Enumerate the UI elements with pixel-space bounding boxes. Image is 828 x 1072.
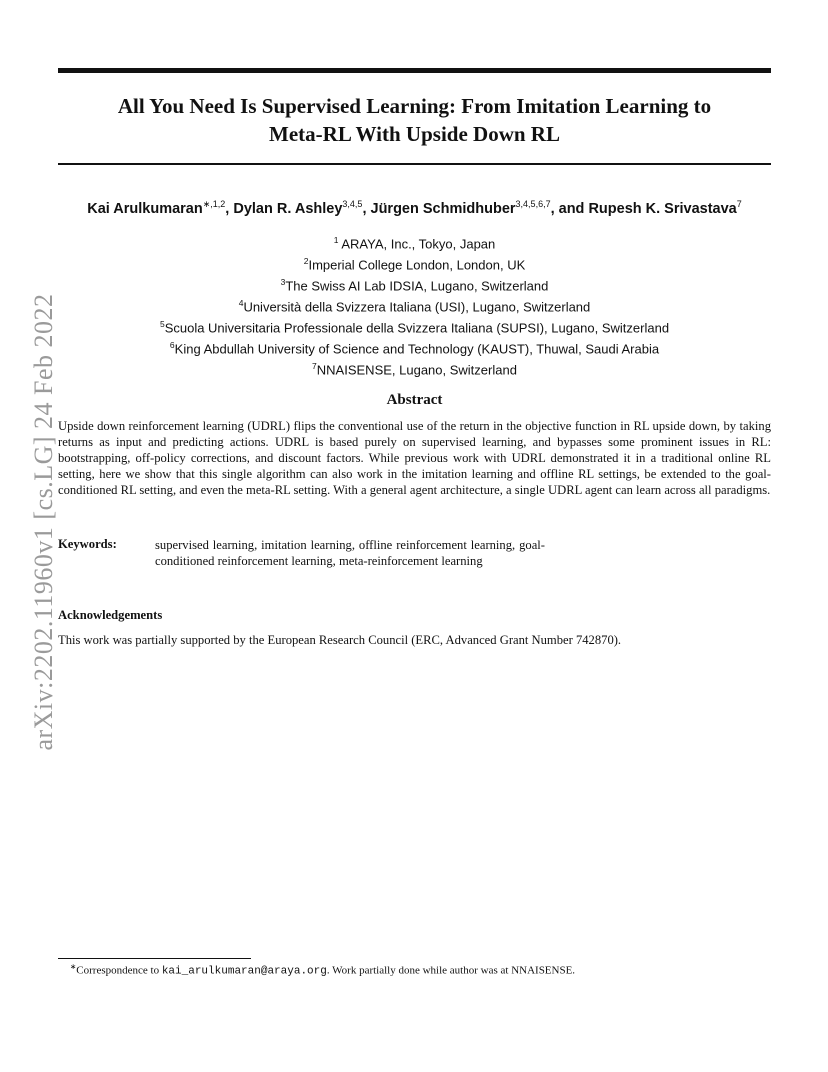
affiliation-text: NNAISENSE, Lugano, Switzerland [316, 361, 517, 377]
author-name: Kai Arulkumaran [87, 200, 203, 217]
author-affil-mark: 3,4,5 [342, 199, 363, 209]
footnote-prefix: Correspondence to [76, 964, 162, 977]
footnote-rule [58, 958, 251, 959]
affiliation-number: 6 [169, 339, 175, 350]
author-affil-mark: 7 [736, 199, 742, 209]
affiliation-number: 5 [159, 318, 165, 329]
affiliation-text: The Swiss AI Lab IDSIA, Lugano, Switzerland [285, 278, 549, 294]
affiliation [58, 295, 771, 316]
keywords-text: supervised learning, imitation learning, offline reinforcement learning, goal-conditioned reinforcement learning, meta-reinforcement learning [155, 538, 545, 568]
author-affil-mark: ∗,1,2 [202, 199, 226, 209]
author-affil-mark: 3,4,5,6,7 [515, 199, 551, 209]
author-separator: , [225, 200, 234, 217]
affiliation-list [58, 232, 771, 378]
footnote-suffix: . Work partially done while author was at NNAISENSE. [326, 964, 576, 977]
author-separator: , and [550, 200, 589, 217]
footnote-mark: ∗ [70, 962, 77, 971]
author-separator: , [362, 200, 371, 217]
affiliation [58, 274, 771, 295]
title-top-rule [58, 68, 771, 73]
affiliation [58, 337, 771, 358]
arxiv-side-stamp: arXiv:2202.11960v1 [cs.LG] 24 Feb 2022 [29, 293, 58, 751]
acknowledgements-body: This work was partially supported by the European Research Council (ERC, Advanced Grant Number 742870). [58, 633, 622, 647]
affiliation [58, 253, 771, 274]
affiliation [58, 232, 771, 253]
affiliation [58, 316, 771, 337]
author-list [58, 199, 771, 217]
abstract-heading: Abstract [386, 392, 443, 408]
affiliation-text: Scuola Universitaria Professionale della Svizzera Italiana (SUPSI), Lugano, Switzerland [164, 320, 670, 336]
author-name: Dylan R. Ashley [233, 200, 343, 217]
affiliation-text: Imperial College London, London, UK [308, 257, 526, 273]
title-bottom-rule [58, 163, 771, 165]
footnote [70, 962, 575, 978]
abstract-body: Upside down reinforcement learning (UDRL) flips the conventional use of the return in the objective function in RL upside down, by taking returns as input and predicting actions. UDRL is based purely on supervised learning, and bypasses some prominent issues in RL: bootstrapping, off-policy corrections, and discount factors. While previous work with UDRL demonstrated it in a traditional online RL setting, here we show that this single algorithm can also work in the imitation learning and offline RL settings, be extended to the goal-conditioned RL setting, and even the meta-RL setting. With a general agent architecture, a single UDRL agent can learn across all paradigms. [58, 419, 771, 497]
affiliation-number: 3 [280, 276, 286, 287]
affiliation-number: 7 [312, 360, 317, 371]
affiliation-text: ARAYA, Inc., Tokyo, Japan [341, 236, 496, 252]
correspondence-email: kai_arulkumaran@araya.org [161, 965, 327, 978]
acknowledgements-heading: Acknowledgements [58, 608, 163, 622]
title-line-2: Meta-RL With Upside Down RL [269, 122, 560, 146]
affiliation [58, 358, 771, 379]
affiliation-text: King Abdullah University of Science and Technology (KAUST), Thuwal, Saudi Arabia [174, 340, 660, 356]
affiliation-number: 4 [238, 297, 244, 308]
keywords-label: Keywords: [58, 537, 117, 551]
author-name: Rupesh K. Srivastava [588, 200, 737, 217]
affiliation-text: Università della Svizzera Italiana (USI), Lugano, Switzerland [243, 299, 591, 315]
paper-title [58, 92, 771, 148]
affiliation-number: 1 [333, 235, 339, 245]
affiliation-number: 2 [303, 255, 309, 266]
title-line-1: All You Need Is Supervised Learning: From Imitation Learning to [117, 94, 712, 118]
author-name: Jürgen Schmidhuber [370, 200, 516, 217]
